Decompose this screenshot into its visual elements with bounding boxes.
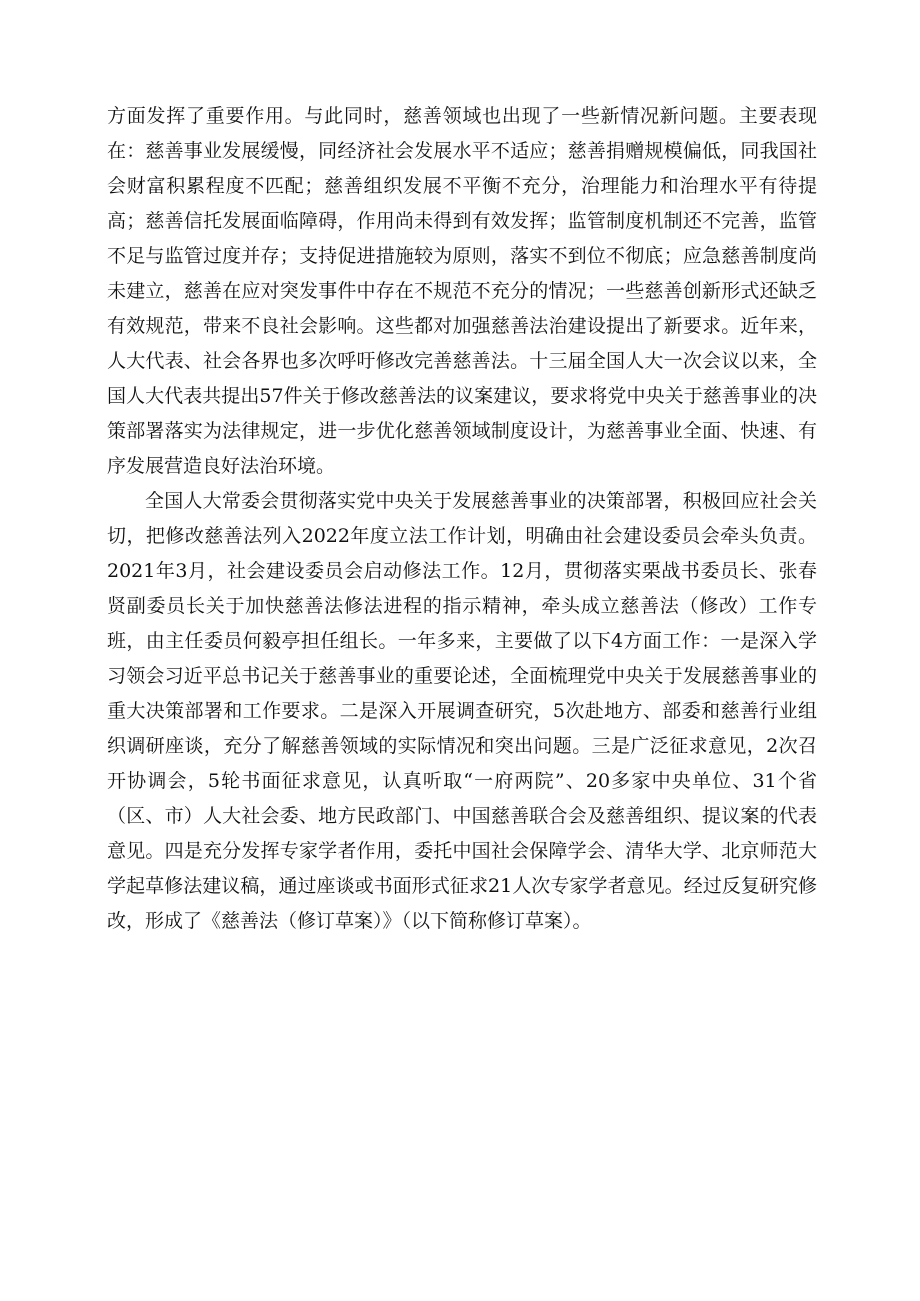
paragraph-1: 方面发挥了重要作用。与此同时，慈善领域也出现了一些新情况新问题。主要表现在：慈善事业发展缓慢，同经济社会发展水平不适应；慈善捐赠规模偏低，同我国社会财富积累程度不匹配；慈善组织发展不平衡不充分，治理能力和治理水平有待提高；慈善信托发展面临障碍，作用尚未得到有效发挥；监管制度机制还不完善，监管不足与监管过度并存；支持促进措施较为原则，落实不到位不彻底；应急慈善制度尚未建立，慈善在应对突发事件中存在不规范不充分的情况；一些慈善创新形式还缺乏有效规范，带来不良社会影响。这些都对加强慈善法治建设提出了新要求。近年来，人大代表、社会各界也多次呼吁修改完善慈善法。十三届全国人大一次会议以来，全国人大代表共提出57件关于修改慈善法的议案建议，要求将党中央关于慈善事业的决策部署落实为法律规定，进一步优化慈善领域制度设计，为慈善事业全面、快速、有序发展营造良好法治环境。	[107, 105, 817, 477]
paragraph-2: 全国人大常委会贯彻落实党中央关于发展慈善事业的决策部署，积极回应社会关切，把修改慈善法列入2022年度立法工作计划，明确由社会建设委员会牵头负责。2021年3月，社会建设委员会启动修法工作。12月，贯彻落实栗战书委员长、张春贤副委员长关于加快慈善法修法进程的指示精神，牵头成立慈善法（修改）工作专班，由主任委员何毅亭担任组长。一年多来，主要做了以下4方面工作：一是深入学习领会习近平总书记关于慈善事业的重要论述，全面梳理党中央关于发展慈善事业的重大决策部署和工作要求。二是深入开展调查研究，5次赴地方、部委和慈善行业组织调研座谈，充分了解慈善领域的实际情况和突出问题。三是广泛征求意见，2次召开协调会，5轮书面征求意见，认真听取“一府两院”、20多家中央单位、31个省（区、市）人大社会委、地方民政部门、中国慈善联合会及慈善组织、提议案的代表意见。四是充分发挥专家学者作用，委托中国社会保障学会、清华大学、北京师范大学起草修法建议稿，通过座谈或书面形式征求21人次专家学者意见。经过反复研究修改，形成了《慈善法（修订草案）》（以下简称修订草案）。	[107, 490, 817, 932]
document-body	[107, 99, 817, 939]
